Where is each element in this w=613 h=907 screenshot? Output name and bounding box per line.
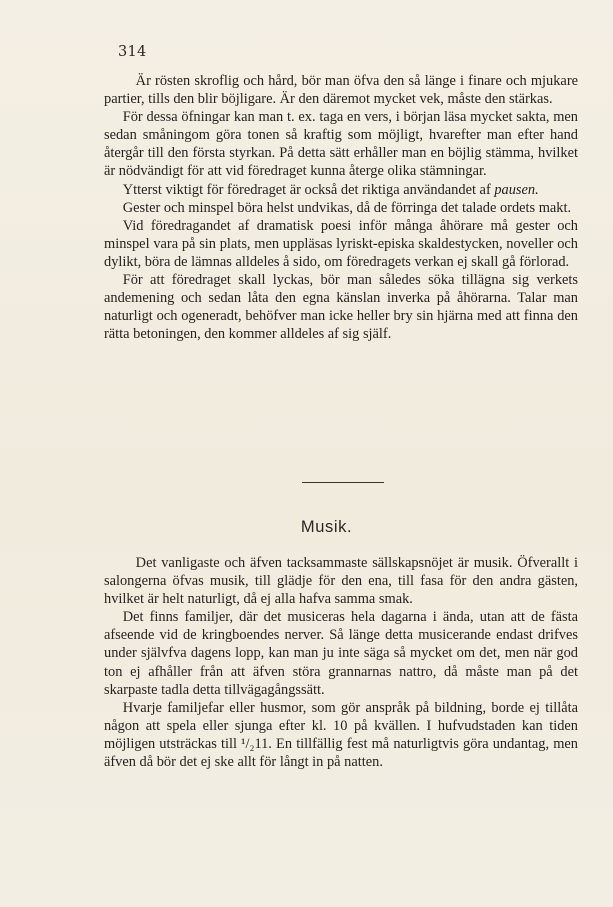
paragraph: Är rösten skroflig och hård, bör man öfva den så länge i finare och mjukare partier, tills den blir böjligare. Är den däremot mycket vek, måste den stärkas. [104, 73, 578, 108]
paragraph: För dessa öfningar kan man t. ex. taga en vers, i början läsa mycket sakta, men sedan småningom göra tonen så kraftig som möjligt, hvarefter man efter hand återgår till den första styrkan. På detta sätt erhåller man en böjlig stämma, hvilket är nödvändigt för att vid föredraget kunna återge olika stämningar. [104, 109, 578, 180]
text-section-voice [104, 72, 578, 343]
time-fraction: ¹/₂11. [241, 735, 272, 752]
paragraph: Det vanligaste och äfven tacksammaste sällskapsnöjet är musik. Öfverallt i salongerna öfvas musik, till glädje för den ena, till fasa för den andra gästen, hvilket är helt naturligt, då ej alla hafva samma smak. [104, 555, 578, 608]
section-heading: Musik. [300, 518, 353, 536]
paragraph-text: Hvarje familjefar eller husmor, som gör anspråk på bildning, borde ej tillåta någon att spela eller sjunga efter kl. 10 på kvällen. I hufvudstaden kan tiden möjligen utsträckas till [104, 699, 578, 752]
section-divider [302, 482, 384, 483]
paragraph [104, 181, 578, 199]
paragraph: Vid föredragandet af dramatisk poesi inför många åhörare må gester och minspel vara på sin plats, men uppläsas lyriskt-episka skaldestycken, noveller och dylikt, böra de lämnas alldeles å sido, om föredragets verkan ej skall gå förlorad. [104, 217, 578, 270]
paragraph-text: Ytterst viktigt för föredraget är också det riktiga användandet af [122, 181, 495, 198]
page-number: 314 [118, 44, 147, 60]
paragraph [104, 699, 578, 771]
paragraph: Det finns familjer, där det musiceras hela dagarna i ända, utan att de fästa afseende vid de kringboendes nerver. Så länge detta musicerande endast drifves under självfva dagens lopp, kan man ju inte säga så mycket om det, men när god ton ej afhåller från att äfven störa grannarnas nattro, då måste man på det skarpaste tadla detta tillvägagångssätt. [104, 609, 578, 698]
paragraph: Gester och minspel böra helst undvikas, då de förringa det talade ordets makt. [122, 199, 572, 216]
emphasis-word: pausen. [494, 181, 539, 198]
paragraph-text: En tillfällig fest må naturligtvis göra undantag, men äfven då bör det ej ske allt för långt in på natten. [104, 735, 578, 771]
text-section-music [104, 554, 578, 771]
paragraph: För att föredraget skall lyckas, bör man således söka tillägna sig verkets andemening och sedan låta den egna känslan inverka på åhörarna. Talar man naturligt och ogeneradt, behöfver man icke heller bry sin hjärna med att finna den rätta betoningen, den kommer alldeles af sig själf. [104, 272, 578, 343]
